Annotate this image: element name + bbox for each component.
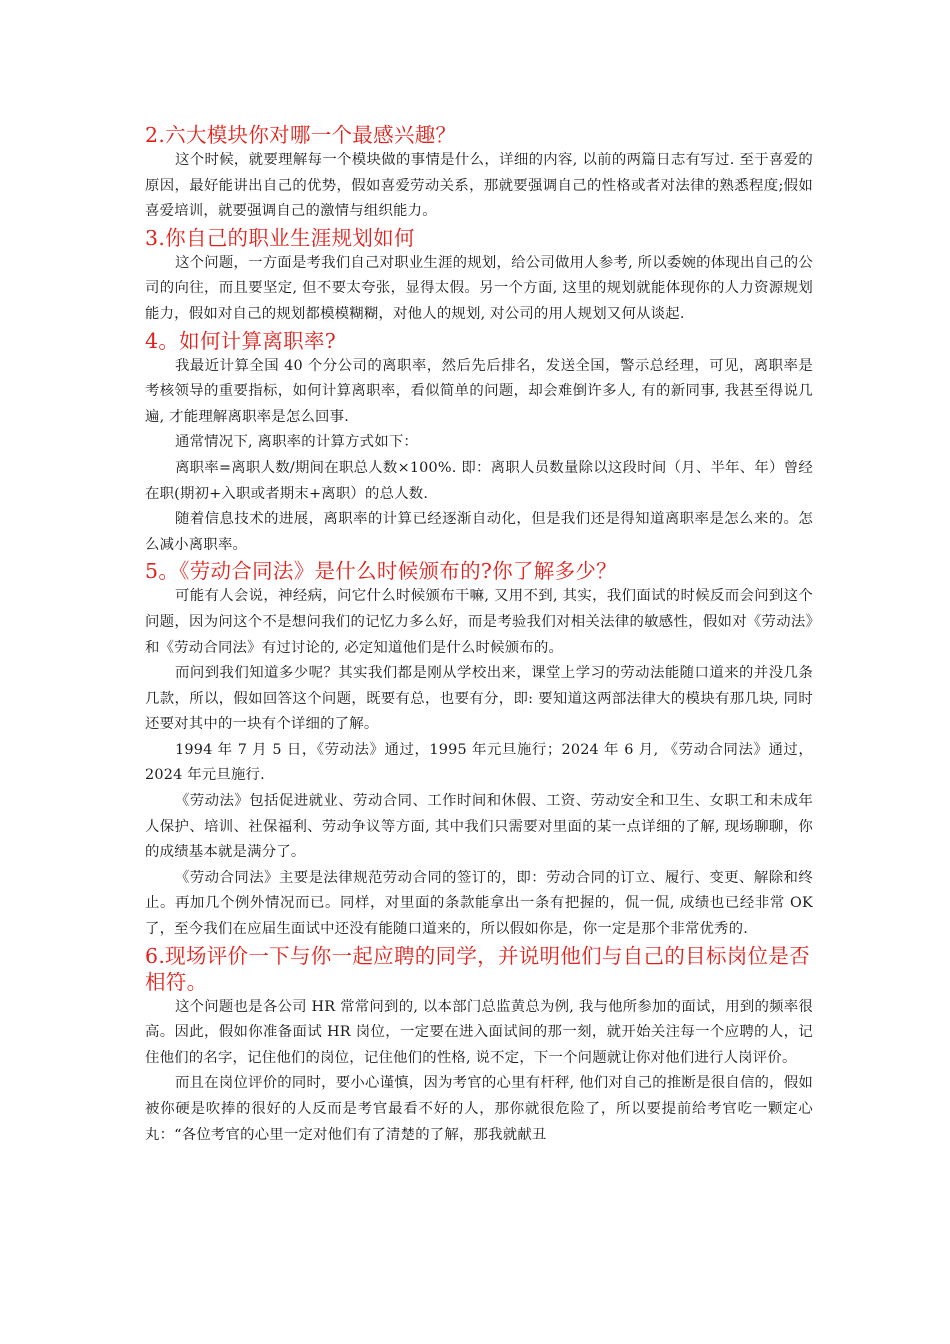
section-heading: 6.现场评价一下与你一起应聘的同学，并说明他们与自己的目标岗位是否相符。 xyxy=(145,943,810,994)
paragraph: 这个问题也是各公司 HR 常常问到的, 以本部门总监黄总为例, 我与他所参加的面试，用到的频率很高。因此，假如你准备面试 HR 岗位，一定要在进入面试间的那一刻，就开始关注每一个应聘的人，记住他们的名字，记住他们的岗位，记住他们的性格, 说不定，下一个问题就让你对他们进行人岗评价。 xyxy=(145,998,813,1066)
section-heading: 2.六大模块你对哪一个最感兴趣？ xyxy=(145,123,457,147)
paragraph: 1994 年 7 月 5 日，《劳动法》通过，1995 年元旦施行；2024 年 6 月, 《劳动合同法》通过，2024 年元旦施行. xyxy=(145,741,813,784)
paragraph: 通常情况下, 离职率的计算方式如下： xyxy=(175,434,418,451)
paragraph: 离职率=离职人数/期间在职总人数×100%. 即：离职人员数量除以这段时间（月、半年、年）曾经在职(期初+入职或者期末+离职）的总人数. xyxy=(145,459,813,502)
paragraph: 而且在岗位评价的同时，要小心谨慎，因为考官的心里有杆秤, 他们对自己的推断是很自信的，假如被你硬是吹捧的很好的人反而是考官最看不好的人，那你就很危险了，所以要提前给考官吃一颗定心丸：“各位考官的心里一定对他们有了清楚的了解，那我就献丑 xyxy=(145,1075,813,1143)
paragraph: 《劳动合同法》主要是法律规范劳动合同的签订的，即：劳动合同的订立、履行、变更、解除和终止。再加几个例外情况而已。同样，对里面的条款能拿出一条有把握的，侃一侃, 成绩也已经非常 OK 了，至今我们在应届生面试中还没有能随口道来的，所以假如你是，你一定是那个非常优秀的. xyxy=(145,869,813,938)
paragraph: 《劳动法》包括促进就业、劳动合同、工作时间和休假、工资、劳动安全和卫生、女职工和未成年人保护、培训、社保福利、劳动争议等方面, 其中我们只需要对里面的某一点详细的了解, 现场聊聊，你的成绩基本就是满分了。 xyxy=(145,793,813,861)
paragraph: 随着信息技术的进展，离职率的计算已经逐渐自动化，但是我们还是得知道离职率是怎么来的。怎么减小离职率。 xyxy=(145,511,813,553)
section-heading: 5。《劳动合同法》是什么时候颁布的?你了解多少？ xyxy=(145,559,617,584)
document-page xyxy=(145,118,813,1148)
paragraph: 这个时候，就要理解每一个模块做的事情是什么，详细的内容, 以前的两篇日志有写过. 至于喜爱的原因，最好能讲出自己的优势，假如喜爱劳动关系，那就要强调自己的性格或者对法律的熟悉程度;假如喜爱培训，就要强调自己的激情与组织能力。 xyxy=(145,152,813,220)
paragraph: 我最近计算全国 40 个分公司的离职率，然后先后排名，发送全国，警示总经理，可见，离职率是考核领导的重要指标，如何计算离职率，看似简单的问题，却会难倒许多人, 有的新同事, 我甚至得说几遍, 才能理解离职率是怎么回事. xyxy=(145,357,813,425)
paragraph: 可能有人会说，神经病，问它什么时候颁布干嘛, 又用不到, 其实，我们面试的时候反而会问到这个问题，因为问这个不是想问我们的记忆力多么好，而是考验我们对相关法律的敏感性，假如对《劳动法》和《劳动合同法》有过讨论的, 必定知道他们是什么时候颁布的。 xyxy=(145,588,813,656)
section-heading: 3.你自己的职业生涯规划如何 xyxy=(145,225,415,250)
section-heading: 4。如何计算离职率? xyxy=(145,328,337,353)
paragraph: 这个问题，一方面是考我们自己对职业生涯的规划，给公司做用人参考, 所以委婉的体现出自己的公司的向往，而且要坚定, 但不要太夸张，显得太假。另一个方面, 这里的规划就能体现你的人力资源规划能力，假如对自己的规划都模模糊糊，对他人的规划, 对公司的用人规划又何从谈起. xyxy=(145,254,813,322)
paragraph: 而问到我们知道多少呢？其实我们都是刚从学校出来，课堂上学习的劳动法能随口道来的并没几条几款，所以，假如回答这个问题，既要有总，也要有分，即: 要知道这两部法律大的模块有那几块, 同时还要对其中的一块有个详细的了解。 xyxy=(145,665,813,733)
